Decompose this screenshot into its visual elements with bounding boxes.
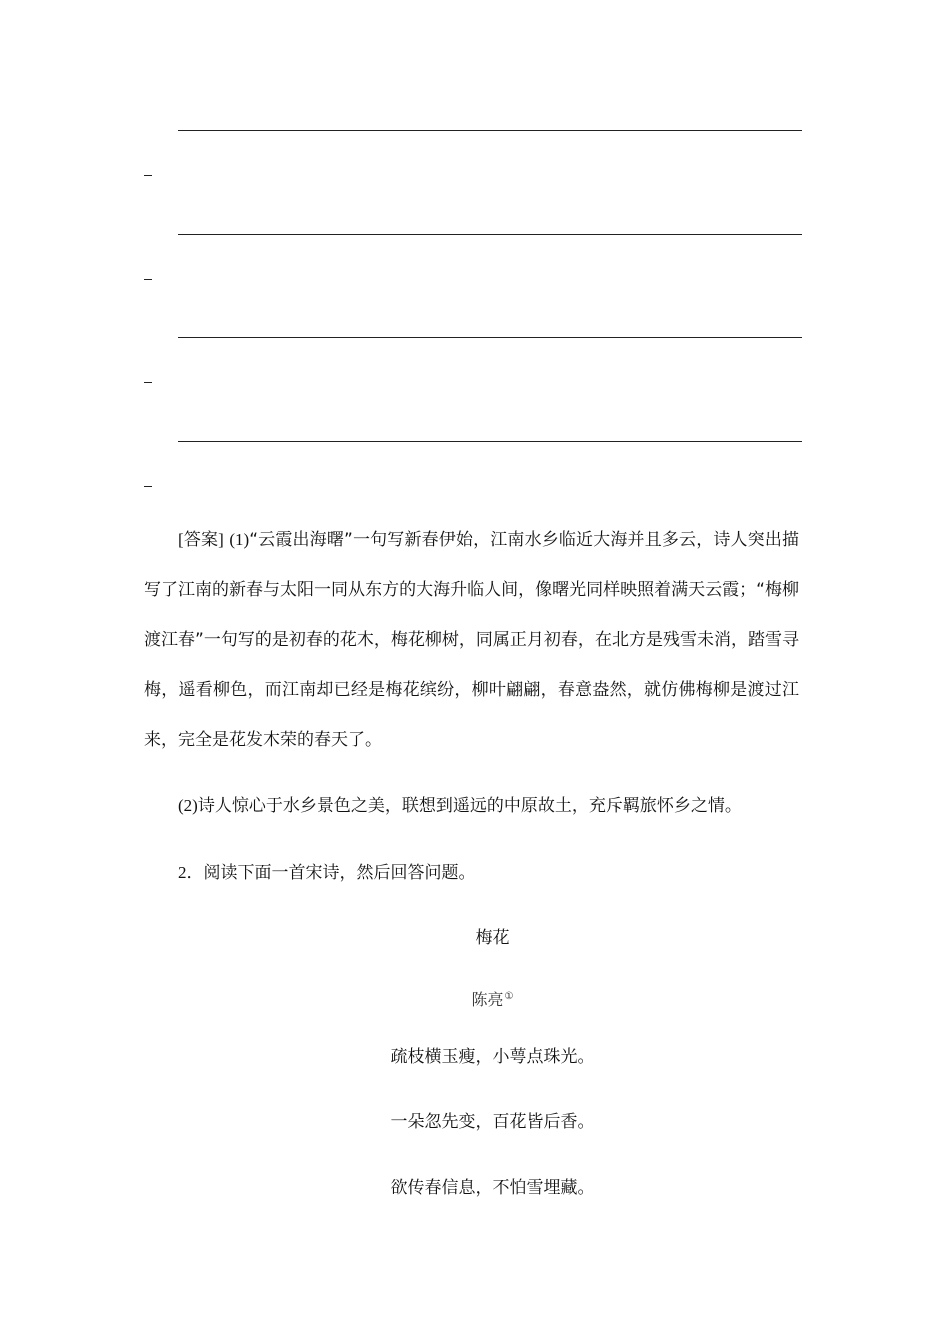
- question-2-prompt: 阅读下面一首宋诗，然后回答问题。: [203, 863, 476, 883]
- poem-line-2: 一朵忽先变，百花皆后香。: [390, 1112, 595, 1132]
- answer-tag: [答案]: [178, 530, 224, 549]
- answer-line-2: [178, 234, 802, 235]
- answer-part1-number: (1): [229, 530, 250, 549]
- poem-line-3: 欲传春信息，不怕雪埋藏。: [390, 1178, 595, 1198]
- poem-author: 陈亮: [471, 990, 504, 1009]
- answer-line-1-tail: [144, 175, 152, 176]
- answer-part2-number: (2): [178, 796, 198, 815]
- answer-line-1: [178, 130, 802, 131]
- answer-line-3-tail: [144, 382, 152, 383]
- poem-author-line: [0, 985, 950, 1012]
- answer-paragraph-1: [144, 515, 799, 765]
- answer-part1-text: “云霞出海曙”一句写新春伊始，江南水乡临近大海并且多云，诗人突出描写了江南的新春与太阳一同从东方的大海升临人间，像曙光同样映照着满天云霞；“梅柳渡江春”一句写的是初春的花木，梅花柳树，同属正月初春，在北方是残雪未消，踏雪寻梅，遥看柳色，而江南却已经是梅花缤纷，柳叶翩翩，春意盎然，就仿佛梅柳是渡过江来，完全是花发木荣的春天了。: [144, 530, 799, 750]
- poem-line-1: 疏枝横玉瘦，小萼点珠光。: [390, 1047, 595, 1067]
- poem-author-footnote-marker: ①: [504, 991, 514, 1002]
- answer-line-4-tail: [144, 486, 152, 487]
- answer-line-2-tail: [144, 279, 152, 280]
- answer-line-4: [178, 441, 802, 442]
- question-2: [178, 861, 476, 885]
- question-2-number: 2．: [178, 863, 204, 882]
- answer-part2-text: 诗人惊心于水乡景色之美，联想到遥远的中原故土，充斥羁旅怀乡之情。: [197, 796, 742, 816]
- answer-line-3: [178, 337, 802, 338]
- answer-paragraph-2: [144, 781, 799, 831]
- poem-title: 梅花: [475, 928, 510, 948]
